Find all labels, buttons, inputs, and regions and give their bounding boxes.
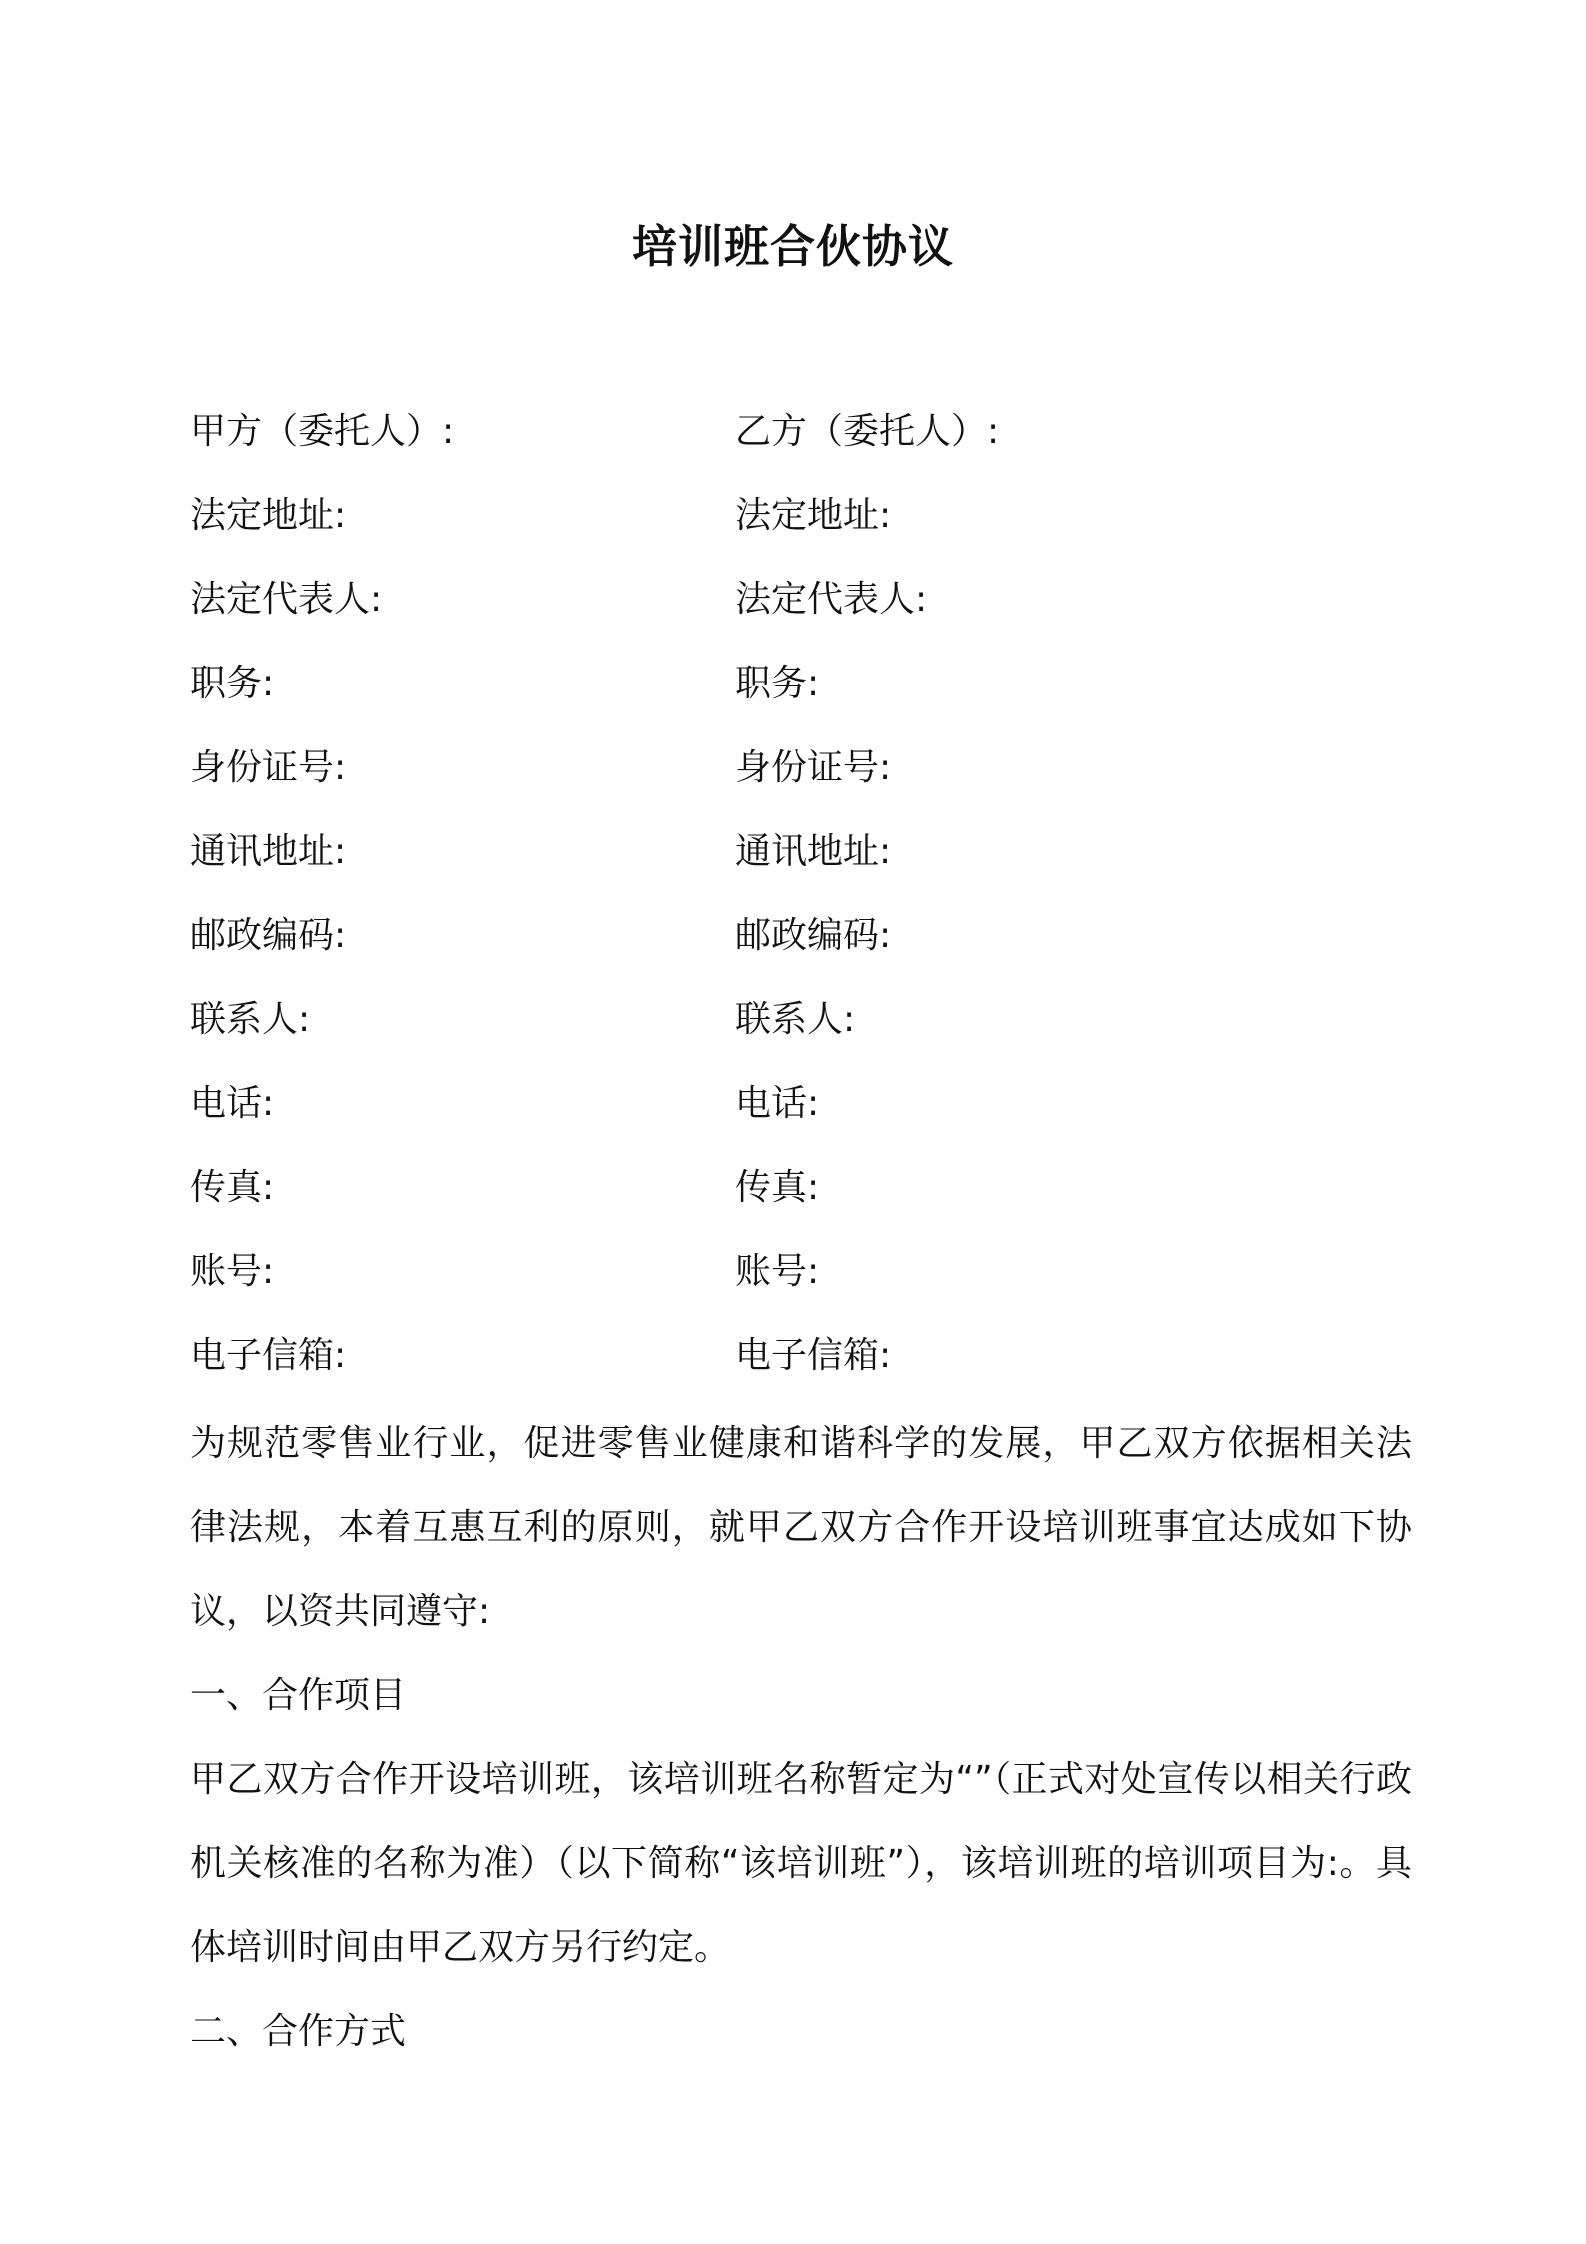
agreement-body (190, 1402, 1412, 2074)
party-b-field: 通讯地址: (735, 831, 892, 872)
party-row-legal-address (190, 488, 1410, 572)
party-b-field: 电话: (735, 1083, 820, 1124)
section-heading-cooperation-project: 一、合作项目 (190, 1675, 407, 1716)
party-b-field: 法定代表人: (735, 579, 928, 620)
party-row-position (190, 656, 1410, 740)
party-row-id-number (190, 740, 1410, 824)
parties-info (190, 404, 1410, 1412)
party-a-field: 甲方（委托人）: (190, 411, 455, 452)
party-a-field: 电子信箱: (190, 1335, 347, 1376)
party-row-phone (190, 1076, 1410, 1160)
party-a-field: 法定地址: (190, 495, 347, 536)
party-a-field: 职务: (190, 663, 275, 704)
party-row-contact-person (190, 992, 1410, 1076)
party-a-field: 法定代表人: (190, 579, 383, 620)
party-b-field: 邮政编码: (735, 915, 892, 956)
party-a-field: 邮政编码: (190, 915, 347, 956)
party-row-account (190, 1244, 1410, 1328)
party-row-email (190, 1328, 1410, 1412)
party-a-field: 身份证号: (190, 747, 347, 788)
party-b-field: 联系人: (735, 999, 856, 1040)
party-b-field: 账号: (735, 1251, 820, 1292)
party-row-mailing-address (190, 824, 1410, 908)
section-heading-cooperation-method: 二、合作方式 (190, 2011, 407, 2052)
party-a-field: 账号: (190, 1251, 275, 1292)
party-b-field: 身份证号: (735, 747, 892, 788)
party-b-field: 法定地址: (735, 495, 892, 536)
document-title: 培训班合伙协议 (631, 220, 954, 273)
party-row-fax (190, 1160, 1410, 1244)
party-a-field: 传真: (190, 1167, 275, 1208)
party-row-postal-code (190, 908, 1410, 992)
party-b-field: 职务: (735, 663, 820, 704)
party-row-entrusting (190, 404, 1410, 488)
intro-paragraph: 为规范零售业行业，促进零售业健康和谐科学的发展，甲乙双方依据相关法律法规，本着互惠互利的原则，就甲乙双方合作开设培训班事宜达成如下协议，以资共同遵守: (190, 1423, 1412, 1632)
section-paragraph-cooperation-project: 甲乙双方合作开设培训班，该培训班名称暂定为“”（正式对处宣传以相关行政机关核准的名称为准）（以下简称“该培训班”），该培训班的培训项目为:。具体培训时间由甲乙双方另行约定。 (190, 1759, 1412, 1968)
party-b-field: 电子信箱: (735, 1335, 892, 1376)
party-a-field: 联系人: (190, 999, 311, 1040)
party-b-field: 乙方（委托人）: (735, 411, 1000, 452)
party-a-field: 电话: (190, 1083, 275, 1124)
party-b-field: 传真: (735, 1167, 820, 1208)
party-row-legal-representative (190, 572, 1410, 656)
party-a-field: 通讯地址: (190, 831, 347, 872)
